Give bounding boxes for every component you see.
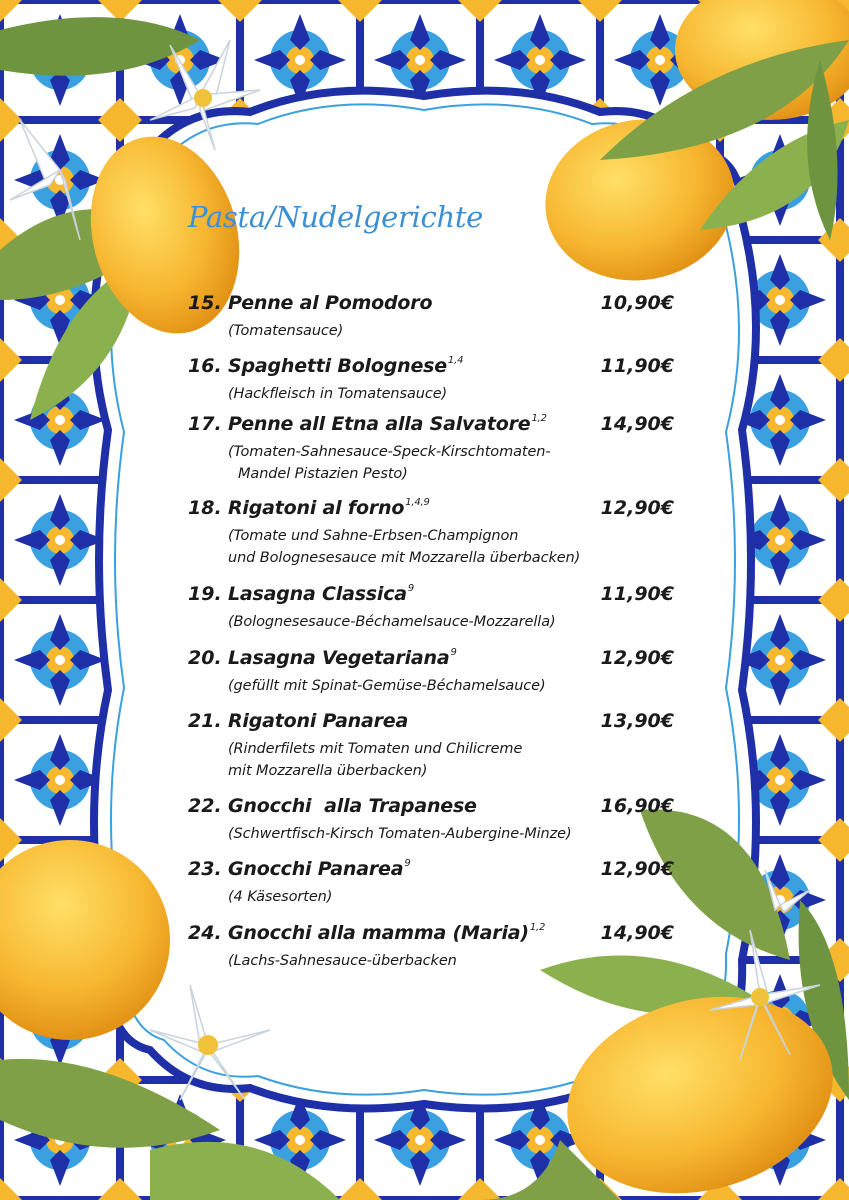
item-description: (Rinderfilets mit Tomaten und Chilicreme mit Mozzarella überbacken) xyxy=(228,741,523,779)
item-name: Lasagna Vegetariana$^9$ xyxy=(228,647,457,669)
item-description: (Tomate und Sahne-Erbsen-Champignon und Bolognesesauce mit Mozzarella überbacken) xyxy=(228,528,581,566)
menu-item xyxy=(188,795,674,845)
item-price: 10,90€ xyxy=(600,292,674,314)
item-price: 12,90€ xyxy=(600,647,674,669)
item-price: 12,90€ xyxy=(600,858,674,880)
item-description: (gefüllt mit Spinat-Gemüse-Béchamelsauce) xyxy=(228,678,546,694)
allergen-note: 1,2 xyxy=(529,922,546,933)
menu-item xyxy=(188,413,674,485)
item-price: 14,90€ xyxy=(600,922,674,944)
item-name: Rigatoni al forno$^{1,4,9}$ xyxy=(228,497,430,519)
allergen-note: 9 xyxy=(407,583,415,594)
item-description: (Hackfleisch in Tomatensauce) xyxy=(228,386,448,402)
item-price: 12,90€ xyxy=(600,497,674,519)
menu-item xyxy=(188,710,674,782)
item-number: 24. xyxy=(188,922,222,944)
allergen-note: 1,2 xyxy=(531,413,547,424)
item-number: 22. xyxy=(188,795,222,817)
item-name: Penne al Pomodoro xyxy=(228,292,433,314)
page-title: Pasta/Nudelgerichte xyxy=(188,200,484,234)
item-name: Gnocchi alla Trapanese xyxy=(228,795,477,817)
item-name: Spaghetti Bolognese$^{1,4}$ xyxy=(228,355,464,377)
item-description: (Bolognesesauce-Béchamelsauce-Mozzarella) xyxy=(228,614,556,630)
item-price: 14,90€ xyxy=(600,413,674,435)
item-number: 16. xyxy=(188,355,222,377)
item-number: 15. xyxy=(188,292,222,314)
item-price: 11,90€ xyxy=(600,583,674,605)
item-name: Gnocchi Panarea$^9$ xyxy=(228,858,411,880)
item-number: 19. xyxy=(188,583,222,605)
item-number: 17. xyxy=(188,413,222,435)
menu-item xyxy=(188,497,674,569)
item-description: (Lachs-Sahnesauce-überbacken xyxy=(228,953,457,969)
item-name: Gnocchi alla mamma (Maria)$^{1,2}$ xyxy=(228,922,546,944)
item-name: Lasagna Classica$^9$ xyxy=(228,583,415,605)
item-name: Penne all Etna alla Salvatore$^{1,2}$ xyxy=(228,413,547,435)
allergen-note: 1,4 xyxy=(447,355,464,366)
item-description: (4 Käsesorten) xyxy=(228,889,333,905)
menu-item xyxy=(188,858,674,908)
item-number: 20. xyxy=(188,647,222,669)
item-number: 23. xyxy=(188,858,222,880)
allergen-note: 9 xyxy=(450,647,457,658)
menu-item xyxy=(188,292,674,342)
item-price: 11,90€ xyxy=(600,355,674,377)
item-description: (Schwertfisch-Kirsch Tomaten-Aubergine-Minze) xyxy=(228,826,572,842)
item-price: 13,90€ xyxy=(600,710,674,732)
menu-item xyxy=(188,647,674,697)
allergen-note: 9 xyxy=(404,858,411,869)
item-name: Rigatoni Panarea xyxy=(228,710,409,732)
menu-item xyxy=(188,583,674,633)
item-number: 21. xyxy=(188,710,222,732)
menu-item xyxy=(188,922,674,972)
item-price: 16,90€ xyxy=(600,795,674,817)
allergen-note: 1,4,9 xyxy=(405,497,430,508)
item-description: (Tomaten-Sahnesauce-Speck-Kirschtomaten- Mandel Pistazien Pesto) xyxy=(228,444,551,482)
menu-item xyxy=(188,355,674,405)
item-number: 18. xyxy=(188,497,222,519)
item-description: (Tomatensauce) xyxy=(228,323,344,339)
